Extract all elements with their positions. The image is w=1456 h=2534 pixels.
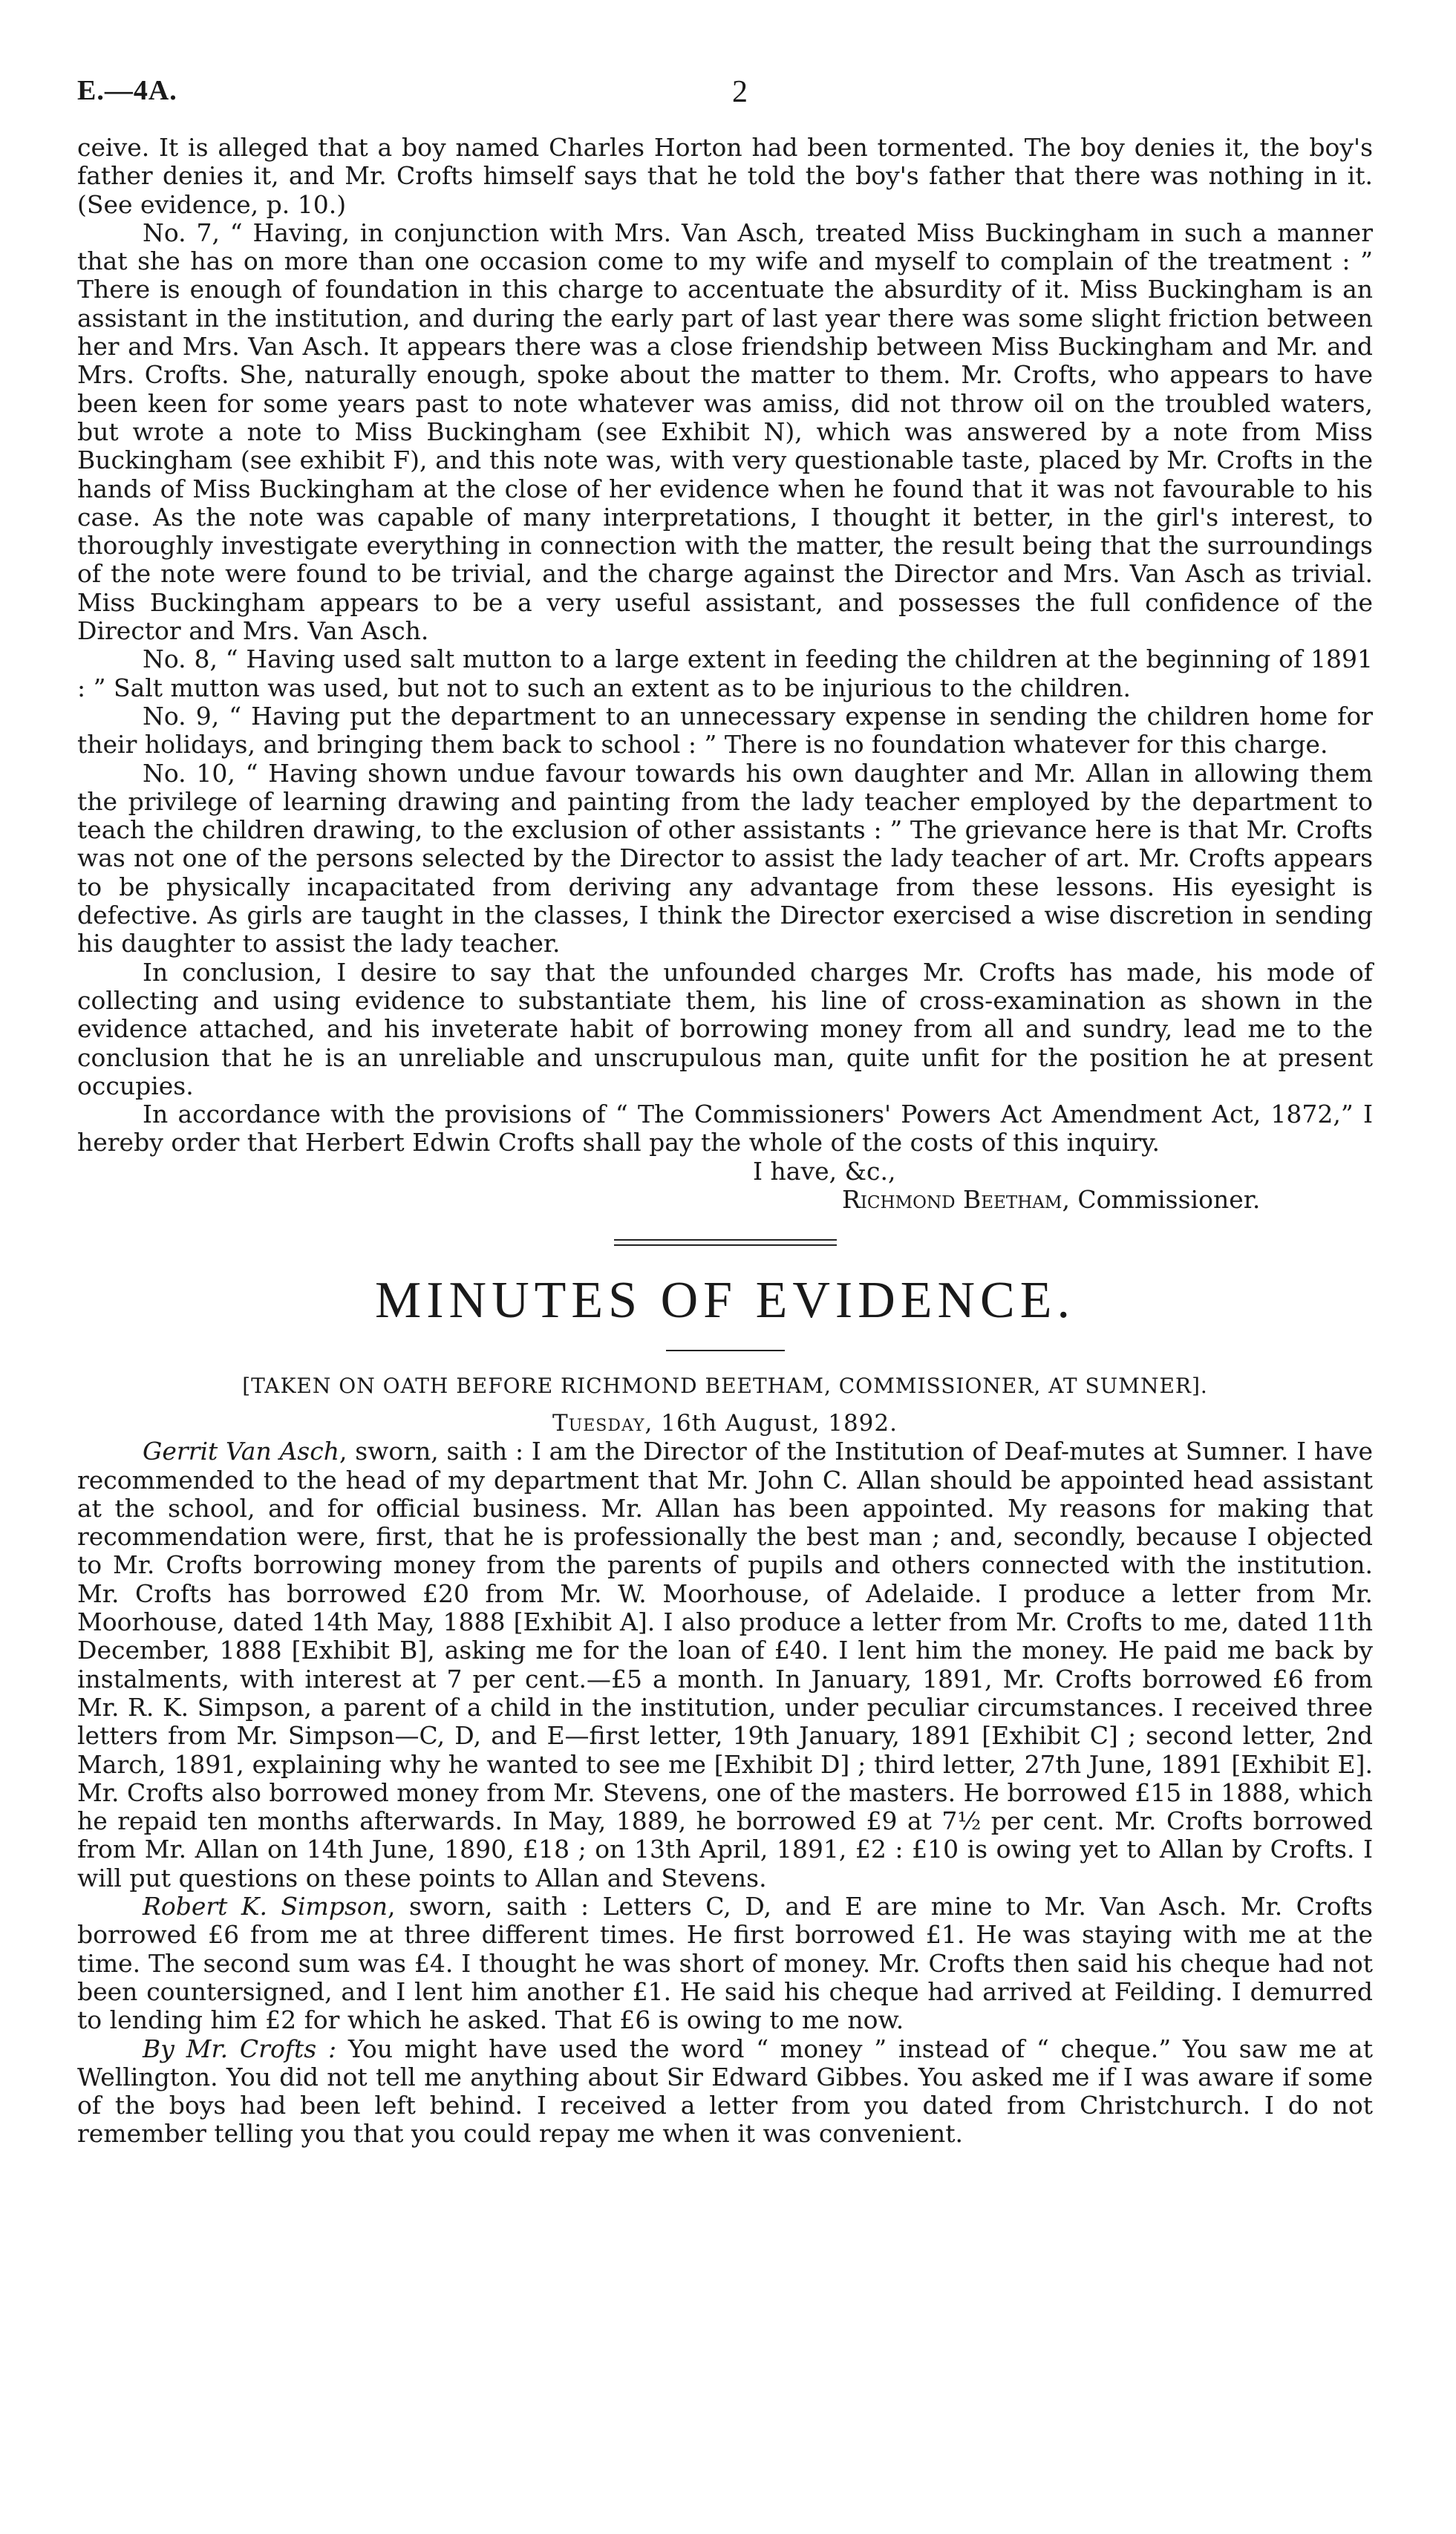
evidence-paragraph (77, 2035, 1373, 2149)
paragraph: No. 10, “ Having shown undue favour towards his own daughter and Mr. Allan in allowing them the privilege of learning drawing and painting from the lady teacher employed by the department to teach the children drawing, to the exclusion of other assistants : ” The grievance here is that Mr. Crofts was not one of the persons selected by the Director to assist the lady teacher of art. Mr. Crofts appears to be physically incapacitated from deriving any advantage from these lessons. His eyesight is defective. As girls are taught in the classes, I think the Director exercised a wise discretion in sending his daughter to assist the lady teacher. (77, 758, 1373, 959)
witness-name: Robert K. Simpson (143, 1892, 388, 1921)
paragraph: In conclusion, I desire to say that the unfounded charges Mr. Crofts has made, his mode of collecting and using evidence to substantiate them, his line of cross-examination as shown in the evidence attached, and his inveterate habit of borrowing money from all and sundry, lead me to the conclusion that he is an unreliable and unscrupulous man, quite unfit for the position he at present occupies. (77, 957, 1373, 1100)
minutes-evidence (77, 1437, 1373, 2148)
minutes-title: MINUTES OF EVIDENCE. (374, 1272, 1076, 1330)
paragraph: No. 7, “ Having, in conjunction with Mrs. Van Asch, treated Miss Buckingham in such a manner that she has on more than one occasion come to my wife and myself to complain of the treatment : ” There is enough of foundation in this charge to accentuate the absurdity of it. Miss Buckingham is an assistant in the institution, and during the early part of last year there was some slight friction between her and Mrs. Van Asch. It appears there was a close friendship between Miss Buckingham and Mr. and Mrs. Crofts. She, naturally enough, spoke about the matter to them. Mr. Crofts, who appears to have been keen for some years past to note whatever was amiss, did not throw oil on the troubled waters, but wrote a note to Miss Buckingham (see Exhibit N), which was answered by a note from Miss Buckingham (see exhibit F), and this note was, with very questionable taste, placed by Mr. Crofts in the hands of Miss Buckingham at the close of her evidence when he found that it was not favourable to his case. As the note was capable of many interpretations, I thought it better, in the girl's interest, to thoroughly investigate everything in connection with the matter, the result being that the surroundings of the note were found to be trivial, and the charge against the Director and Mrs. Van Asch as trivial. Miss Buckingham appears to be a very useful assistant, and possesses the full confidence of the Director and Mrs. Van Asch. (77, 218, 1373, 646)
evidence-text: , sworn, saith : Letters C, D, and E are mine to Mr. Van Asch. Mr. Crofts borrowed £6 from me at three different times. He first borrowed £1. He was staying with me at the time. The second sum was £4. I thought he was short of money. Mr. Crofts then said his cheque had not been countersigned, and I lent him another £1. He said his cheque had arrived at Feilding. I demurred to lending him £2 for which he asked. That £6 is owing to me now. (77, 1892, 1373, 2035)
paragraph: ceive. It is alleged that a boy named Charles Horton had been tormented. The boy denies it, the boy's father denies it, and Mr. Crofts himself says that he told the boy's father that there was nothing in it. (See evidence, p. 10.) (77, 133, 1373, 219)
examiner-label: By Mr. Crofts : (143, 2034, 337, 2063)
page-number: 2 (732, 75, 748, 109)
date-rest: , 16th August, 1892. (644, 1410, 898, 1437)
signoff-greeting: I have, &c., (753, 1156, 896, 1186)
evidence-paragraph (77, 1893, 1373, 2034)
minutes-date (77, 1409, 1373, 1437)
paragraph: No. 9, “ Having put the department to an unnecessary expense in sending the children home for their holidays, and bringing them back to school : ” There is no foundation whatever for this charge. (77, 701, 1373, 760)
paragraph: No. 8, “ Having used salt mutton to a large extent in feeding the children at the beginning of 1891 : ” Salt mutton was used, but not to such an extent as to be injurious to the children. (77, 644, 1373, 702)
section-divider (77, 1235, 1373, 1249)
evidence-text: , sworn, saith : I am the Director of the Institution of Deaf-mutes at Sumner. I have recommended to the head of my department that Mr. John C. Allan should be appointed head assistant at the school, and for official business. Mr. Allan has been appointed. My reasons for making that recommendation were, first, that he is professionally the best man ; and, secondly, because I objected to Mr. Crofts borrowing money from the parents of pupils and others connected with the institution. Mr. Crofts has borrowed £20 from Mr. W. Moorhouse, of Adelaide. I produce a letter from Mr. Moorhouse, dated 14th May, 1888 [Exhibit A]. I also produce a letter from Mr. Crofts to me, dated 11th December, 1888 [Exhibit B], asking me for the loan of £40. I lent him the money. He paid me back by instalments, with interest at 7 per cent.—£5 a month. In January, 1891, Mr. Crofts borrowed £6 from Mr. R. K. Simpson, a parent of a child in the institution, under peculiar circumstances. I received three letters from Mr. Simpson—C, D, and E—first letter, 19th January, 1891 [Exhibit C] ; second letter, 2nd March, 1891, explaining why he wanted to see me [Exhibit D] ; third letter, 27th June, 1891 [Exhibit E]. Mr. Crofts also borrowed money from Mr. Stevens, one of the masters. He borrowed £15 in 1888, which he repaid ten months afterwards. In May, 1889, he borrowed £9 at 7½ per cent. Mr. Crofts borrowed from Mr. Allan on 14th June, 1890, £18 ; on 13th April, 1891, £2 : £10 is owing yet to Allan by Crofts. I will put questions on these points to Allan and Stevens. (77, 1437, 1373, 1893)
signoff-signature (77, 1186, 1373, 1214)
minutes-subheading: [TAKEN ON OATH BEFORE RICHMOND BEETHAM, COMMISSIONER, AT SUMNER]. (242, 1374, 1208, 1399)
document-reference: E.—4A. (77, 75, 177, 106)
signatory-role: , Commissioner. (1062, 1184, 1261, 1214)
date-day: Tuesday (552, 1410, 645, 1437)
evidence-paragraph (77, 1437, 1373, 1893)
title-underline (666, 1350, 785, 1351)
page-header (77, 74, 1373, 134)
commissioner-report (77, 134, 1373, 1214)
evidence-text: You might have used the word “ money ” instead of “ cheque.” You saw me at Wellington. You did not tell me anything about Sir Edward Gibbes. You asked me if I was aware if some of the boys had been left behind. I received a letter from you dated from Christchurch. I do not remember telling you that you could repay me when it was convenient. (77, 2034, 1373, 2149)
signatory-name: Richmond Beetham (842, 1184, 1062, 1214)
witness-name: Gerrit Van Asch (143, 1437, 339, 1466)
paragraph: In accordance with the provisions of “ The Commissioners' Powers Act Amendment Act, 1872,” I hereby order that Herbert Edwin Crofts shall pay the whole of the costs of this inquiry. (77, 1100, 1373, 1157)
